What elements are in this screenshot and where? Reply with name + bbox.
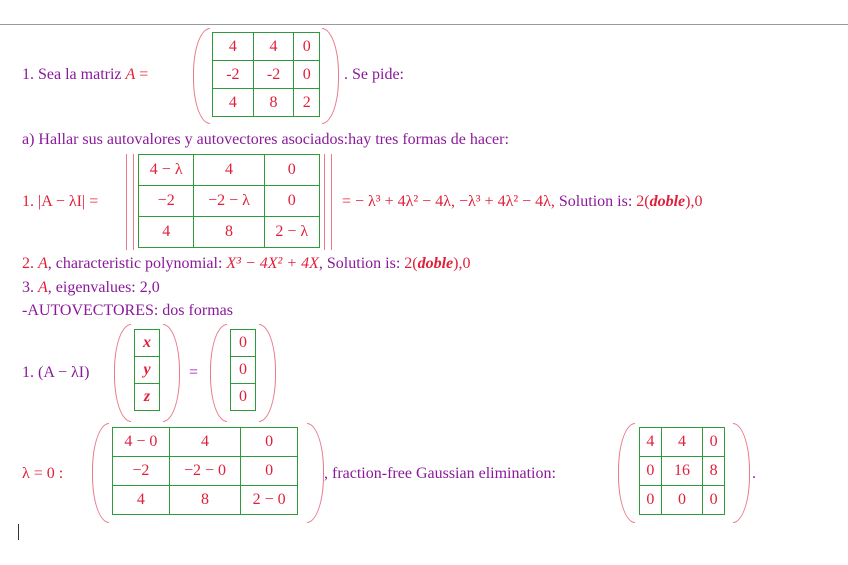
line2-doble: doble	[417, 255, 454, 272]
matrix-cell: −2	[139, 186, 194, 217]
matrix-cell: 2 − 0	[241, 486, 298, 515]
line2-sol-label: , Solution is:	[318, 255, 405, 272]
line3-text: , eigenvalues: 2,0	[47, 279, 160, 296]
matrix-cell: 4	[661, 428, 702, 457]
matrix-cell: 0	[241, 457, 298, 486]
left-paren	[92, 423, 109, 523]
line3-var: A	[38, 279, 48, 296]
matrix-row	[139, 186, 320, 217]
line2-var: A	[38, 255, 48, 272]
matrix-row	[135, 330, 160, 357]
line1-var: A	[125, 66, 136, 83]
matrix-gauss	[618, 423, 750, 523]
matrix-row	[640, 428, 725, 457]
matrix-row	[231, 384, 256, 411]
matrix-cell: 0	[231, 384, 256, 411]
matrix-cell: y	[135, 357, 160, 384]
matrix-row	[640, 486, 725, 515]
matrix-cell: 0	[703, 428, 725, 457]
matrix-cell: 0	[640, 486, 662, 515]
line-eigenvalues	[22, 279, 160, 297]
matrix-cell: -2	[253, 61, 294, 89]
vector-zero	[210, 324, 276, 422]
left-paren	[210, 324, 227, 422]
matrix-cell: 4	[194, 155, 264, 186]
matrix-row	[135, 384, 160, 411]
left-paren	[114, 324, 131, 422]
matrix-A	[193, 28, 339, 124]
matrix-cell: 0	[661, 486, 702, 515]
matrix-cell: 16	[661, 457, 702, 486]
lambda-prefix: λ = 0 :	[22, 465, 64, 482]
left-det-bar	[126, 154, 134, 250]
line3-num: 3.	[22, 279, 38, 296]
det-doble: doble	[649, 193, 686, 210]
line-autovectores: -AUTOVECTORES: dos formas	[22, 302, 233, 319]
matrix-cell: 2 − λ	[264, 217, 319, 248]
det-solution-tail: ),0	[685, 193, 703, 210]
matrix-row	[113, 457, 298, 486]
matrix-cell: -2	[213, 61, 254, 89]
matrix-cell: −2 − 0	[169, 457, 241, 486]
eq-sign: =	[189, 364, 199, 381]
matrix-row	[113, 486, 298, 515]
matrix-row	[213, 61, 320, 89]
left-paren	[193, 28, 210, 124]
right-paren	[322, 28, 339, 124]
matrix-cell: x	[135, 330, 160, 357]
editor-top-rule	[0, 24, 848, 25]
matrix-row	[113, 428, 298, 457]
matrix-cell: 0	[640, 457, 662, 486]
matrix-cell: 2	[294, 89, 320, 117]
right-det-bar	[324, 154, 332, 250]
line2-sol-val: 2(	[404, 255, 418, 272]
line2-poly: X³ − 4X² + 4X	[226, 255, 319, 272]
matrix-cell: 0	[703, 486, 725, 515]
line2-num: 2.	[22, 255, 38, 272]
matrix-cell: 8	[194, 217, 264, 248]
matrix-row	[640, 457, 725, 486]
matrix-row	[231, 330, 256, 357]
matrix-A-grid	[212, 32, 320, 117]
matrix-row	[213, 33, 320, 61]
matrix-cell: 8	[253, 89, 294, 117]
right-paren	[259, 324, 276, 422]
det-solution-label: Solution is:	[558, 193, 637, 210]
text-cursor[interactable]	[18, 524, 19, 540]
line1-prefix: 1. Sea la matriz	[22, 66, 126, 83]
matrix-det	[126, 154, 332, 250]
eq-prefix: 1. (A − λI)	[22, 364, 90, 381]
matrix-cell: −2	[113, 457, 170, 486]
matrix-cell: 8	[169, 486, 241, 515]
matrix-cell: 0	[264, 186, 319, 217]
matrix-lambda-grid	[112, 427, 298, 515]
matrix-cell: 4	[640, 428, 662, 457]
matrix-cell: 4 − λ	[139, 155, 194, 186]
vector-xyz	[114, 324, 180, 422]
matrix-gauss-grid	[639, 427, 725, 515]
matrix-cell: 0	[231, 330, 256, 357]
matrix-row	[139, 217, 320, 248]
line2-text: , characteristic polynomial:	[47, 255, 227, 272]
line-determinant-prefix	[22, 193, 98, 211]
matrix-row	[231, 357, 256, 384]
matrix-row	[139, 155, 320, 186]
matrix-row	[135, 357, 160, 384]
right-paren	[307, 423, 324, 523]
matrix-cell: 8	[703, 457, 725, 486]
line1-eq: =	[135, 66, 149, 83]
matrix-cell: 0	[294, 61, 320, 89]
matrix-cell: 4	[139, 217, 194, 248]
matrix-cell: 0	[264, 155, 319, 186]
matrix-cell: 4 − 0	[113, 428, 170, 457]
line-characteristic-polynomial	[22, 255, 470, 273]
lambda-suffix: .	[752, 465, 756, 482]
right-paren	[163, 324, 180, 422]
matrix-cell: 4	[213, 33, 254, 61]
line1-suffix: . Se pide:	[344, 66, 404, 83]
line-eigenvector-eq-prefix	[22, 364, 89, 382]
det-result: = − λ³ + 4λ² − 4λ, −λ³ + 4λ² − 4λ,	[342, 193, 559, 210]
matrix-cell: z	[135, 384, 160, 411]
line-matrix-definition	[22, 66, 148, 84]
line-determinant-result	[342, 193, 702, 211]
matrix-cell: 0	[294, 33, 320, 61]
matrix-cell: −2 − λ	[194, 186, 264, 217]
matrix-det-grid	[138, 154, 320, 248]
matrix-lambda	[92, 423, 324, 523]
matrix-cell: 0	[241, 428, 298, 457]
line2-sol-tail: ),0	[453, 255, 471, 272]
vector-zero-grid	[230, 329, 256, 411]
right-paren	[733, 423, 750, 523]
matrix-cell: 4	[113, 486, 170, 515]
lambda-middle-text: , fraction-free Gaussian elimination:	[324, 465, 556, 482]
line-lambda-prefix	[22, 465, 63, 483]
left-paren	[618, 423, 635, 523]
det-prefix: 1. |A − λI| =	[22, 193, 99, 210]
vector-xyz-grid	[134, 329, 160, 411]
matrix-cell: 4	[253, 33, 294, 61]
matrix-cell: 4	[169, 428, 241, 457]
matrix-cell: 4	[213, 89, 254, 117]
line-question-a: a) Hallar sus autovalores y autovectores asociados:hay tres formas de hacer:	[22, 131, 509, 148]
matrix-cell: 0	[231, 357, 256, 384]
matrix-row	[213, 89, 320, 117]
det-solution-value: 2(	[636, 193, 650, 210]
